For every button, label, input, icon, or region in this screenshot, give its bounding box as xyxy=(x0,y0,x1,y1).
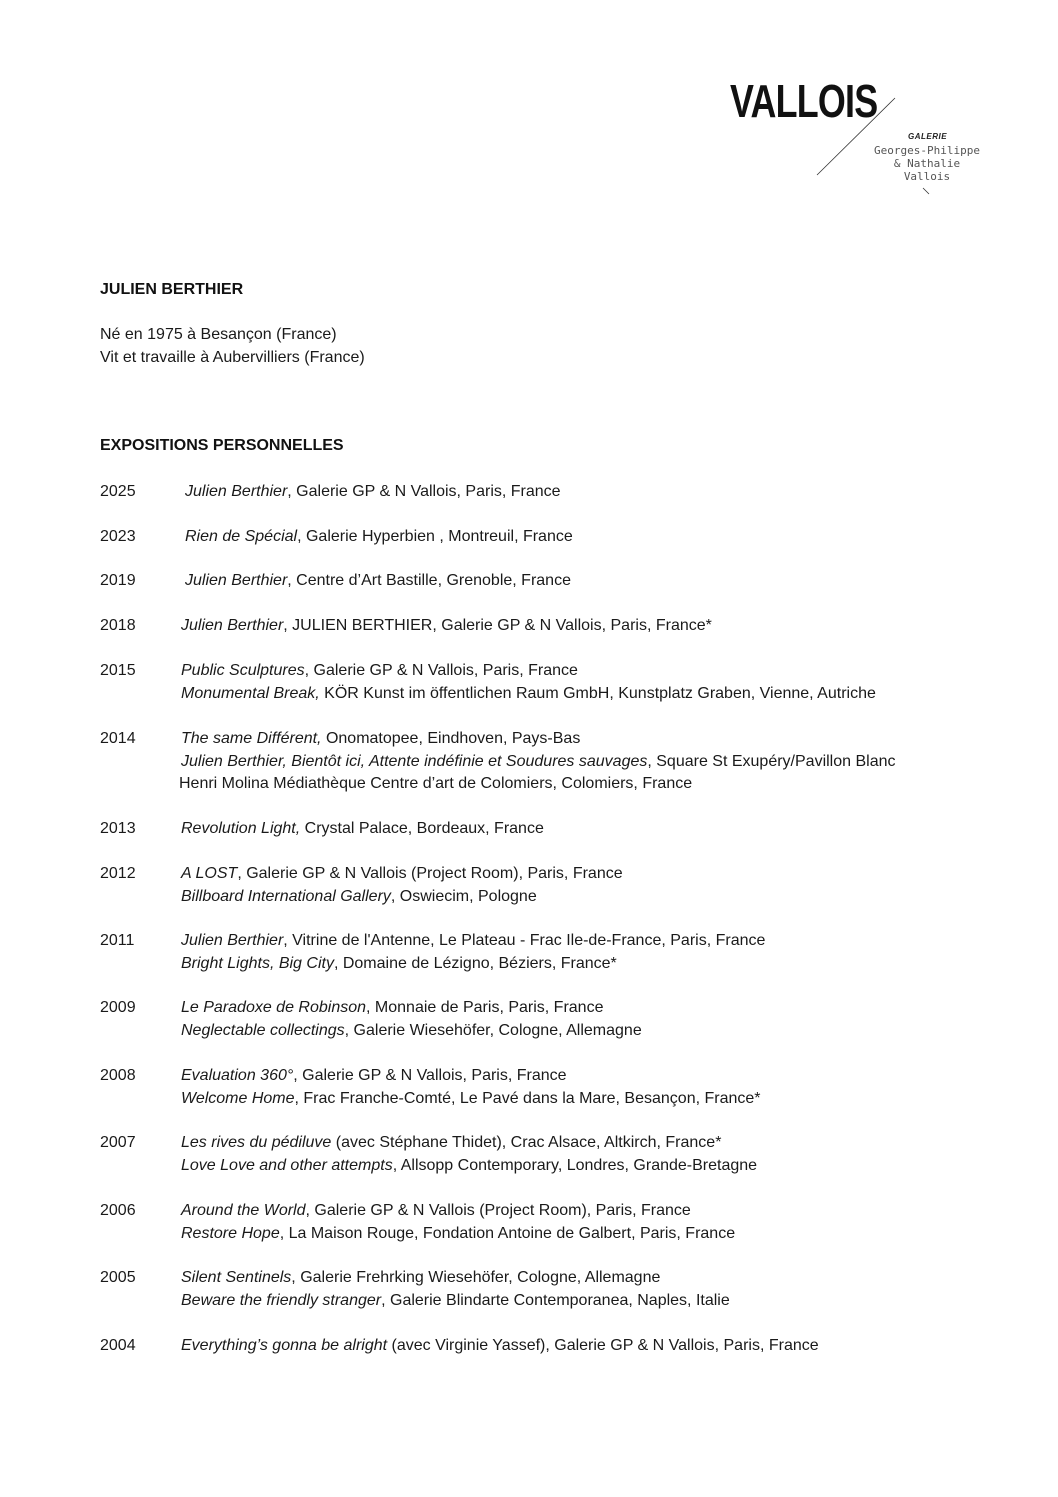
exhibition-line xyxy=(181,683,981,706)
exhibition-lines xyxy=(181,930,981,975)
exhibition-year: 2015 xyxy=(100,662,136,679)
exhibition-line xyxy=(181,1020,981,1043)
artist-residence: Vit et travaille à Aubervilliers (France) xyxy=(100,349,365,366)
exhibition-venue: Crystal Palace, Bordeaux, France xyxy=(300,820,544,837)
exhibition-year: 2005 xyxy=(100,1269,136,1286)
exhibition-line xyxy=(181,997,981,1020)
exhibition-lines xyxy=(181,1200,981,1245)
exhibition-venue: , Domaine de Lézigno, Béziers, France* xyxy=(333,954,617,972)
exhibition-year: 2009 xyxy=(100,999,136,1016)
exhibition-line xyxy=(181,930,981,953)
exhibition-title: Julien Berthier xyxy=(185,572,288,589)
exhibition-title: Evaluation 360° xyxy=(181,1067,294,1084)
exhibition-line xyxy=(181,1200,981,1223)
exhibition-year: 2023 xyxy=(100,528,136,545)
exhibition-line xyxy=(185,570,985,593)
logo-name-line: & Nathalie xyxy=(893,157,961,170)
exhibition-year: 2007 xyxy=(100,1134,136,1151)
exhibition-line xyxy=(181,818,981,841)
exhibition-line xyxy=(181,615,981,638)
exhibition-lines xyxy=(181,1335,981,1358)
exhibition-title: Around the World xyxy=(181,1202,306,1219)
exhibition-title: Everything’s gonna be alright xyxy=(181,1337,388,1354)
exhibition-title: Love Love and other attempts xyxy=(181,1156,393,1174)
exhibition-title: Julien Berthier xyxy=(181,932,284,949)
gallery-logo xyxy=(720,75,990,198)
section-title: EXPOSITIONS PERSONNELLES xyxy=(100,437,344,454)
exhibition-title: Julien Berthier, Bientôt ici, Attente indéfinie et Soudures sauvages xyxy=(181,752,648,770)
exhibition-venue: , JULIEN BERTHIER, Galerie GP & N Vallois, Paris, France* xyxy=(283,617,712,634)
exhibition-venue: , Galerie GP & N Vallois (Project Room), Paris, France xyxy=(237,865,623,882)
exhibition-line xyxy=(181,1223,981,1246)
exhibition-lines xyxy=(181,660,981,705)
exhibition-lines xyxy=(181,818,981,841)
logo-wordmark: VALLOIS xyxy=(730,75,878,127)
exhibition-venue: KÖR Kunst im öffentlichen Raum GmbH, Kunstplatz Graben, Vienne, Autriche xyxy=(319,684,876,702)
exhibition-title: Restore Hope xyxy=(181,1224,280,1242)
exhibition-year: 2013 xyxy=(100,820,136,837)
exhibition-line xyxy=(181,886,981,909)
exhibition-venue: Henri Molina Médiathèque Centre d’art de Colomiers, Colomiers, France xyxy=(179,775,693,792)
exhibition-year: 2006 xyxy=(100,1202,136,1219)
exhibition-venue: (avec Virginie Yassef), Galerie GP & N Vallois, Paris, France xyxy=(387,1337,819,1354)
exhibition-line xyxy=(181,953,981,976)
exhibition-venue: , Frac Franche-Comté, Le Pavé dans la Mare, Besançon, France* xyxy=(294,1089,761,1107)
exhibition-lines xyxy=(181,615,981,638)
exhibition-lines xyxy=(185,481,985,504)
exhibition-title: Julien Berthier xyxy=(181,617,284,634)
exhibition-lines xyxy=(181,997,981,1042)
exhibition-year: 2014 xyxy=(100,730,136,747)
exhibition-venue: , Galerie GP & N Vallois, Paris, France xyxy=(287,483,561,500)
exhibition-line xyxy=(181,863,981,886)
exhibition-year: 2004 xyxy=(100,1337,136,1354)
exhibition-title: Silent Sentinels xyxy=(181,1269,292,1286)
exhibition-title: Le Paradoxe de Robinson xyxy=(181,999,367,1016)
exhibition-year: 2011 xyxy=(100,932,135,949)
exhibition-venue: , Galerie Hyperbien , Montreuil, France xyxy=(297,528,573,545)
exhibition-title: Julien Berthier xyxy=(185,483,288,500)
exhibition-line xyxy=(181,1065,981,1088)
exhibition-title: Public Sculptures xyxy=(181,662,305,679)
exhibition-venue: , La Maison Rouge, Fondation Antoine de Galbert, Paris, France xyxy=(279,1224,736,1242)
exhibition-line xyxy=(181,1155,981,1178)
exhibition-line xyxy=(181,1267,981,1290)
exhibition-line xyxy=(185,526,985,549)
exhibition-venue: , Galerie Frehrking Wiesehöfer, Cologne, Allemagne xyxy=(291,1269,661,1286)
artist-birth: Né en 1975 à Besançon (France) xyxy=(100,326,337,343)
logo-galerie-label: GALERIE xyxy=(908,132,948,141)
logo-name-line: Georges-Philippe xyxy=(874,144,980,157)
artist-bio xyxy=(100,323,365,369)
exhibition-venue: , Oswiecim, Pologne xyxy=(390,887,537,905)
exhibition-line xyxy=(181,660,981,683)
logo-gallery-names xyxy=(870,144,984,183)
exhibition-year: 2025 xyxy=(100,483,136,500)
exhibition-venue: , Galerie GP & N Vallois, Paris, France xyxy=(293,1067,567,1084)
exhibition-year: 2018 xyxy=(100,617,136,634)
exhibition-venue: , Square St Exupéry/Pavillon Blanc xyxy=(647,752,896,770)
exhibition-venue: Onomatopee, Eindhoven, Pays-Bas xyxy=(321,730,581,747)
exhibition-title: Beware the friendly stranger xyxy=(181,1291,382,1309)
exhibition-line xyxy=(181,1290,981,1313)
exhibition-title: Rien de Spécial xyxy=(185,528,298,545)
exhibition-lines xyxy=(181,1065,981,1110)
exhibition-line xyxy=(181,728,981,751)
exhibition-line xyxy=(181,751,981,774)
exhibition-lines xyxy=(185,526,985,549)
exhibition-lines xyxy=(185,570,985,593)
exhibition-venue: , Allsopp Contemporary, Londres, Grande-Bretagne xyxy=(392,1156,758,1174)
exhibition-title: Monumental Break, xyxy=(181,684,320,702)
logo-name-line: Vallois xyxy=(903,170,951,183)
exhibition-venue: , Vitrine de l'Antenne, Le Plateau - Frac Ile-de-France, Paris, France xyxy=(283,932,766,949)
exhibition-title: A LOST xyxy=(181,865,238,882)
exhibition-title: Bright Lights, Big City xyxy=(181,954,334,972)
exhibition-lines xyxy=(181,728,981,796)
artist-name: JULIEN BERTHIER xyxy=(100,281,244,298)
exhibition-year: 2012 xyxy=(100,865,136,882)
exhibition-venue: , Galerie GP & N Vallois (Project Room), Paris, France xyxy=(305,1202,691,1219)
exhibition-venue: (avec Stéphane Thidet), Crac Alsace, Altkirch, France* xyxy=(331,1134,722,1151)
exhibition-line xyxy=(185,481,985,504)
exhibition-title: The same Différent, xyxy=(181,730,322,747)
exhibition-lines xyxy=(181,1132,981,1177)
exhibition-lines xyxy=(181,1267,981,1312)
exhibition-venue: , Galerie Blindarte Contemporanea, Naples, Italie xyxy=(381,1291,730,1309)
exhibition-title: Billboard International Gallery xyxy=(181,887,391,905)
exhibition-venue: , Galerie GP & N Vallois, Paris, France xyxy=(304,662,578,679)
exhibition-line xyxy=(181,1132,981,1155)
exhibition-title: Les rives du pédiluve xyxy=(181,1134,332,1151)
exhibition-lines xyxy=(181,863,981,908)
exhibition-line xyxy=(181,1335,981,1358)
exhibition-title: Neglectable collectings xyxy=(181,1021,345,1039)
exhibition-year: 2008 xyxy=(100,1067,136,1084)
exhibition-venue: , Centre d’Art Bastille, Grenoble, France xyxy=(287,572,571,589)
exhibition-line xyxy=(181,1088,981,1111)
exhibition-year: 2019 xyxy=(100,572,136,589)
exhibition-venue: , Galerie Wiesehöfer, Cologne, Allemagne xyxy=(344,1021,642,1039)
exhibition-title: Revolution Light, xyxy=(181,820,301,837)
exhibition-venue: , Monnaie de Paris, Paris, France xyxy=(366,999,604,1016)
exhibition-title: Welcome Home xyxy=(181,1089,295,1107)
exhibition-line xyxy=(179,773,981,796)
